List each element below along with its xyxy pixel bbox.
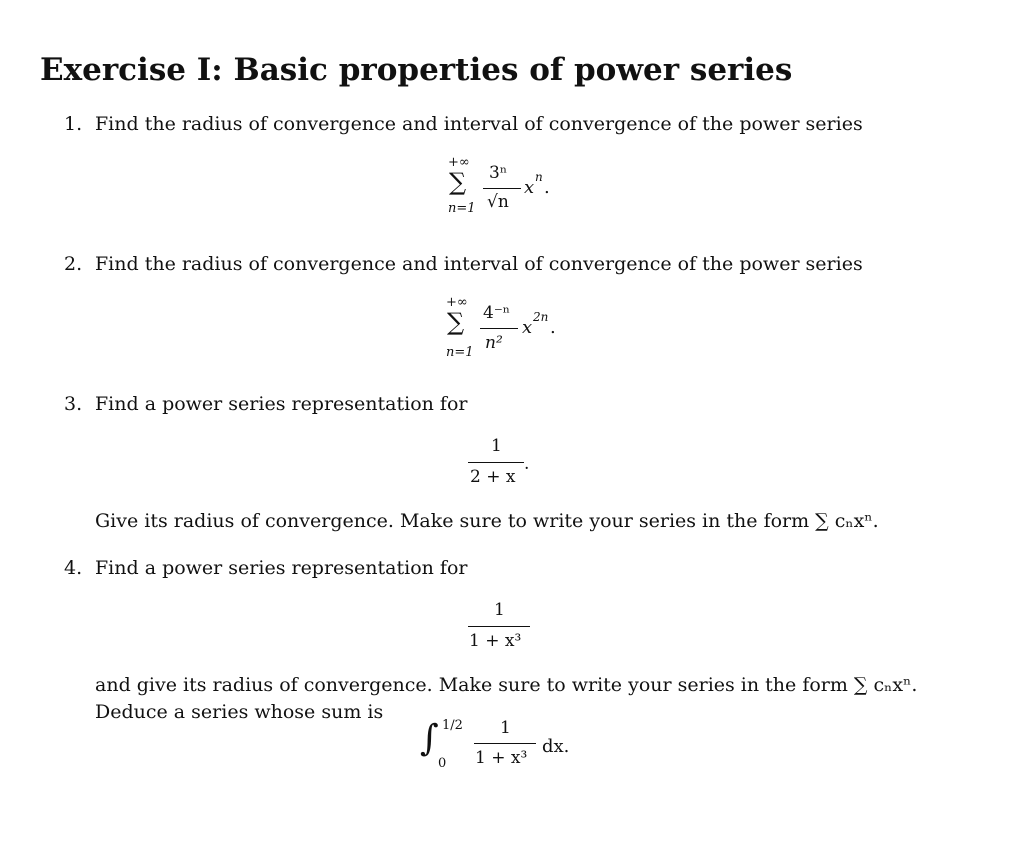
fraction-bar: [474, 743, 536, 744]
tail-exponent: n: [535, 170, 543, 184]
integral-upper-limit: 1/2: [442, 718, 463, 733]
tail-variable: x: [524, 177, 535, 198]
exercise-title: Exercise I: Basic properties of power series: [40, 52, 793, 88]
fraction: [480, 297, 518, 359]
denominator: 1 + x³: [475, 748, 528, 768]
integral-lower-limit: 0: [438, 756, 447, 771]
sigma-symbol: ∑: [447, 308, 465, 336]
differential: dx.: [542, 736, 570, 757]
item-1-formula: [440, 155, 580, 225]
numerator: 1: [494, 600, 505, 620]
item-4-followup-2: Deduce a series whose sum is: [95, 701, 384, 723]
denominator: √n: [487, 192, 509, 212]
period: .: [524, 454, 530, 474]
item-1-number: 1.: [64, 113, 83, 135]
fraction: [483, 157, 521, 219]
integral-sign: ∫: [420, 718, 439, 759]
item-2-formula: [442, 295, 582, 365]
denominator: 2 + x: [470, 467, 516, 487]
item-2-number: 2.: [64, 253, 83, 275]
item-4-formula: [468, 598, 538, 658]
fraction-bar: [480, 328, 518, 329]
item-4-text: Find a power series representation for: [95, 557, 468, 579]
denominator: 1 + x³: [469, 631, 522, 651]
integral-expression: [420, 716, 590, 776]
period: .: [550, 317, 556, 338]
item-2-text: Find the radius of convergence and interval of convergence of the power series: [95, 253, 863, 275]
fraction: [474, 716, 536, 776]
period: .: [544, 177, 550, 198]
sigma-symbol: ∑: [449, 168, 467, 196]
item-3-text: Find a power series representation for: [95, 393, 468, 415]
sum-lower-limit: n=1: [448, 201, 476, 216]
numerator: 1: [491, 436, 502, 456]
tail-variable: x: [522, 317, 533, 338]
item-3-number: 3.: [64, 393, 83, 415]
item-3-formula: [468, 434, 548, 494]
denominator: n²: [485, 333, 503, 353]
item-4-number: 4.: [64, 557, 83, 579]
item-4-followup: and give its radius of convergence. Make sure to write your series in the form ∑ cₙxⁿ.: [95, 674, 918, 696]
numerator: 4⁻ⁿ: [483, 303, 511, 323]
fraction-bar: [468, 626, 530, 627]
numerator: 3ⁿ: [489, 163, 508, 183]
item-3-followup: Give its radius of convergence. Make sure to write your series in the form ∑ cₙxⁿ.: [95, 510, 879, 532]
fraction-bar: [483, 188, 521, 189]
sum-upper-limit: +∞: [448, 155, 470, 170]
tail-exponent: 2n: [533, 310, 549, 324]
numerator: 1: [500, 718, 511, 738]
fraction: [468, 598, 530, 658]
item-1-text: Find the radius of convergence and interval of convergence of the power series: [95, 113, 863, 135]
sum-upper-limit: +∞: [446, 295, 468, 310]
fraction-bar: [468, 462, 524, 463]
sum-lower-limit: n=1: [446, 345, 474, 360]
fraction: [468, 434, 524, 494]
